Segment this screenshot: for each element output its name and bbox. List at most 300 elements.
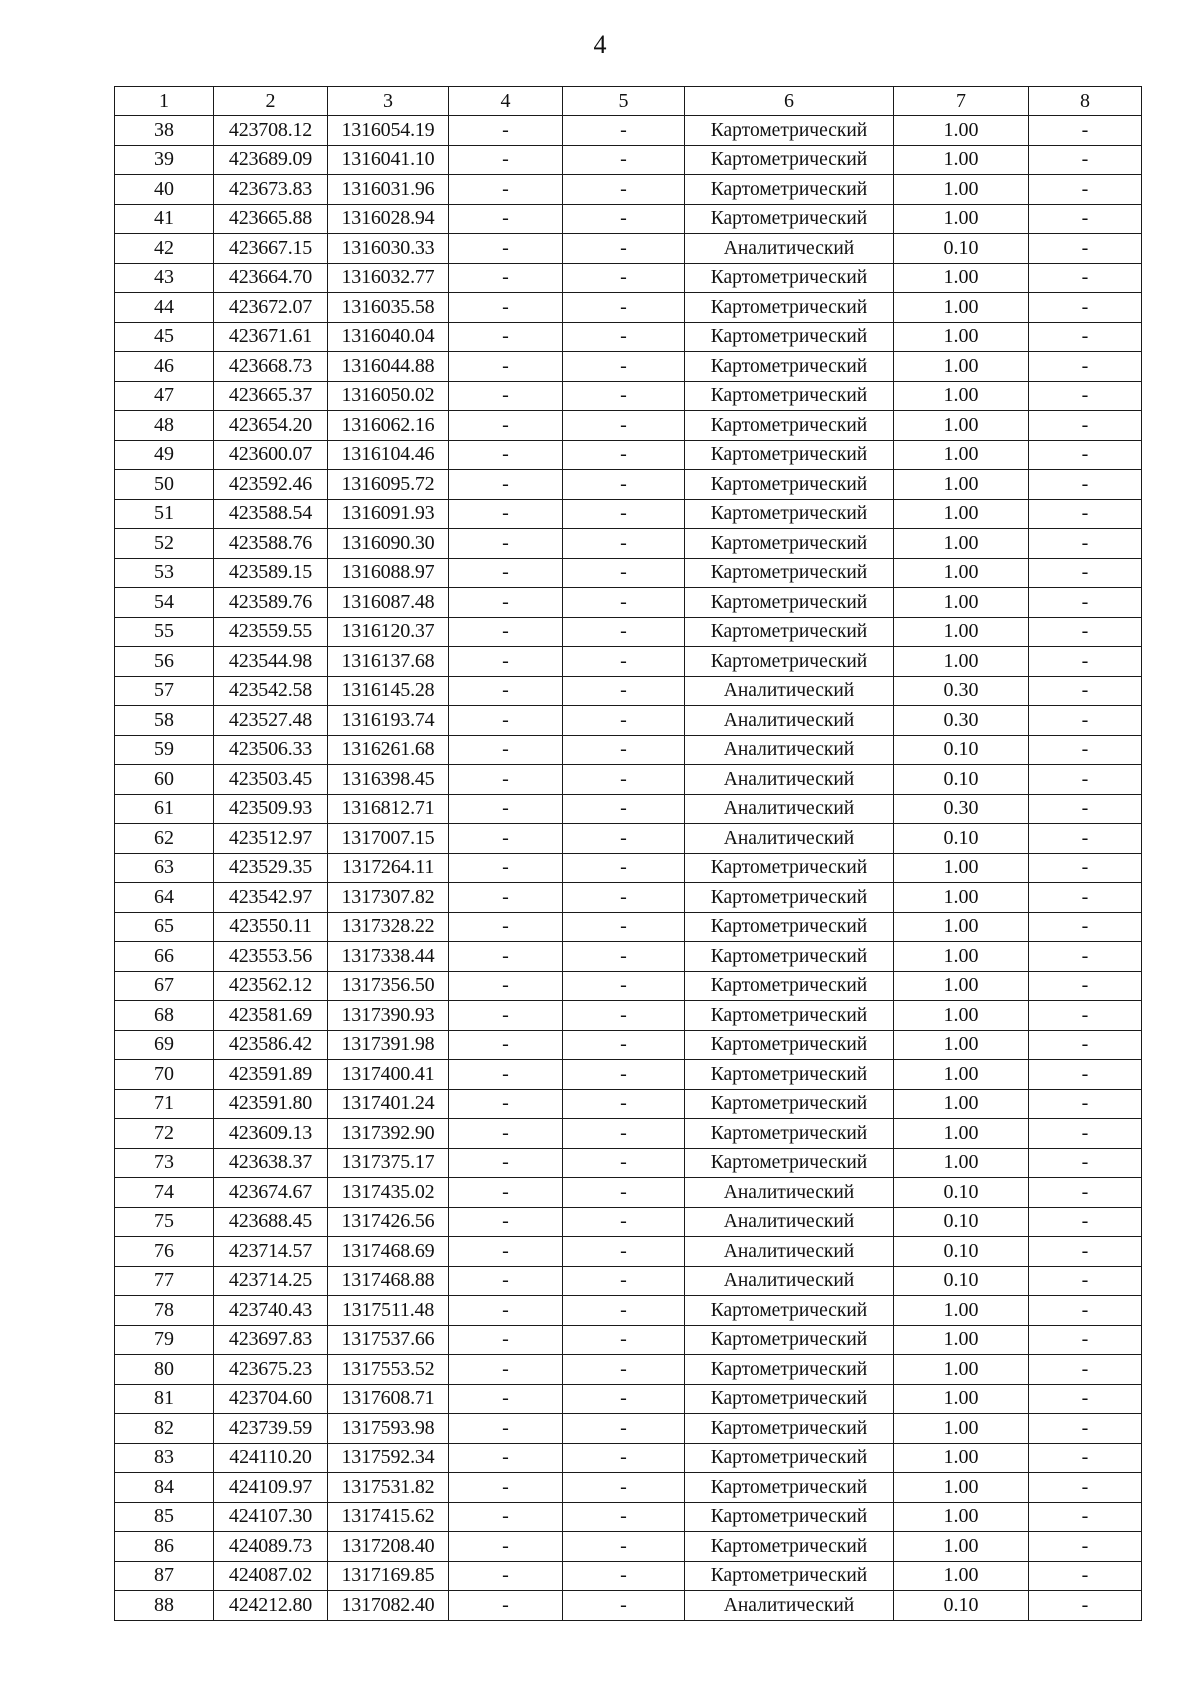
cell-coord-y: 1317608.71 [328, 1384, 449, 1414]
cell-coord-y: 1317328.22 [328, 912, 449, 942]
cell-method: Картометрический [685, 145, 894, 175]
cell-method: Картометрический [685, 204, 894, 234]
cell-coord-y: 1317468.88 [328, 1266, 449, 1296]
cell-coord-x: 423550.11 [214, 912, 328, 942]
cell-precision: 1.00 [894, 1089, 1029, 1119]
cell-col-5: - [563, 617, 685, 647]
table-row [115, 1532, 1142, 1562]
cell-method: Аналитический [685, 706, 894, 736]
cell-precision: 1.00 [894, 1296, 1029, 1326]
cell-precision: 1.00 [894, 411, 1029, 441]
table-row [115, 647, 1142, 677]
table-row [115, 352, 1142, 382]
cell-col-4: - [449, 381, 563, 411]
table-row [115, 883, 1142, 913]
cell-coord-x: 423591.89 [214, 1060, 328, 1090]
table-row [115, 1502, 1142, 1532]
cell-coord-x: 423588.76 [214, 529, 328, 559]
cell-col-4: - [449, 1561, 563, 1591]
cell-coord-x: 423664.70 [214, 263, 328, 293]
cell-coord-y: 1317468.69 [328, 1237, 449, 1267]
cell-method: Картометрический [685, 1296, 894, 1326]
cell-col-8: - [1029, 824, 1142, 854]
cell-point-number: 50 [115, 470, 214, 500]
cell-coord-y: 1317435.02 [328, 1178, 449, 1208]
cell-precision: 1.00 [894, 1001, 1029, 1031]
cell-point-number: 88 [115, 1591, 214, 1621]
cell-col-8: - [1029, 234, 1142, 264]
cell-precision: 0.30 [894, 706, 1029, 736]
cell-coord-y: 1317401.24 [328, 1089, 449, 1119]
cell-coord-x: 424087.02 [214, 1561, 328, 1591]
table-row [115, 1414, 1142, 1444]
column-header-7: 7 [894, 87, 1029, 116]
cell-method: Аналитический [685, 1178, 894, 1208]
cell-method: Картометрический [685, 558, 894, 588]
cell-method: Картометрический [685, 1561, 894, 1591]
cell-precision: 0.30 [894, 676, 1029, 706]
cell-col-8: - [1029, 204, 1142, 234]
cell-col-4: - [449, 234, 563, 264]
cell-col-5: - [563, 588, 685, 618]
cell-method: Картометрический [685, 440, 894, 470]
cell-col-4: - [449, 1237, 563, 1267]
cell-point-number: 49 [115, 440, 214, 470]
cell-point-number: 52 [115, 529, 214, 559]
column-header-8: 8 [1029, 87, 1142, 116]
cell-method: Картометрический [685, 411, 894, 441]
cell-method: Картометрический [685, 381, 894, 411]
cell-col-8: - [1029, 116, 1142, 146]
cell-col-5: - [563, 1591, 685, 1621]
cell-col-4: - [449, 116, 563, 146]
cell-point-number: 38 [115, 116, 214, 146]
cell-col-5: - [563, 1296, 685, 1326]
cell-coord-x: 423544.98 [214, 647, 328, 677]
cell-coord-y: 1317264.11 [328, 853, 449, 883]
cell-col-5: - [563, 647, 685, 677]
cell-col-8: - [1029, 1001, 1142, 1031]
cell-coord-x: 423542.58 [214, 676, 328, 706]
cell-coord-y: 1317392.90 [328, 1119, 449, 1149]
cell-method: Картометрический [685, 1001, 894, 1031]
cell-coord-x: 424107.30 [214, 1502, 328, 1532]
table-row [115, 322, 1142, 352]
cell-point-number: 79 [115, 1325, 214, 1355]
cell-coord-x: 423581.69 [214, 1001, 328, 1031]
table-row [115, 1443, 1142, 1473]
cell-point-number: 63 [115, 853, 214, 883]
cell-precision: 1.00 [894, 1325, 1029, 1355]
table-row [115, 1296, 1142, 1326]
cell-col-4: - [449, 706, 563, 736]
cell-precision: 1.00 [894, 204, 1029, 234]
cell-coord-x: 423506.33 [214, 735, 328, 765]
cell-col-5: - [563, 1443, 685, 1473]
cell-precision: 1.00 [894, 971, 1029, 1001]
table-row [115, 1561, 1142, 1591]
cell-point-number: 62 [115, 824, 214, 854]
column-header-5: 5 [563, 87, 685, 116]
cell-col-5: - [563, 794, 685, 824]
cell-col-8: - [1029, 588, 1142, 618]
cell-col-5: - [563, 381, 685, 411]
cell-method: Картометрический [685, 1325, 894, 1355]
table-row [115, 794, 1142, 824]
cell-col-5: - [563, 204, 685, 234]
cell-col-4: - [449, 853, 563, 883]
cell-method: Картометрический [685, 1119, 894, 1149]
cell-col-8: - [1029, 735, 1142, 765]
cell-method: Аналитический [685, 676, 894, 706]
cell-coord-x: 424212.80 [214, 1591, 328, 1621]
cell-col-8: - [1029, 529, 1142, 559]
cell-method: Картометрический [685, 1384, 894, 1414]
cell-precision: 1.00 [894, 1561, 1029, 1591]
table-row [115, 706, 1142, 736]
cell-col-4: - [449, 263, 563, 293]
table-row [115, 499, 1142, 529]
cell-coord-x: 423671.61 [214, 322, 328, 352]
cell-precision: 1.00 [894, 1030, 1029, 1060]
cell-method: Аналитический [685, 1266, 894, 1296]
cell-point-number: 48 [115, 411, 214, 441]
cell-method: Картометрический [685, 617, 894, 647]
cell-coord-x: 423559.55 [214, 617, 328, 647]
cell-precision: 0.30 [894, 794, 1029, 824]
cell-coord-x: 423674.67 [214, 1178, 328, 1208]
table-row [115, 1473, 1142, 1503]
cell-point-number: 51 [115, 499, 214, 529]
cell-point-number: 70 [115, 1060, 214, 1090]
cell-col-5: - [563, 1355, 685, 1385]
cell-precision: 1.00 [894, 912, 1029, 942]
cell-coord-x: 423688.45 [214, 1207, 328, 1237]
cell-col-8: - [1029, 440, 1142, 470]
cell-precision: 1.00 [894, 352, 1029, 382]
cell-point-number: 54 [115, 588, 214, 618]
cell-col-5: - [563, 116, 685, 146]
cell-col-4: - [449, 529, 563, 559]
cell-point-number: 45 [115, 322, 214, 352]
cell-col-5: - [563, 440, 685, 470]
cell-col-4: - [449, 1414, 563, 1444]
column-header-1: 1 [115, 87, 214, 116]
cell-col-8: - [1029, 1561, 1142, 1591]
cell-coord-y: 1316812.71 [328, 794, 449, 824]
cell-col-5: - [563, 558, 685, 588]
cell-method: Картометрический [685, 942, 894, 972]
cell-precision: 1.00 [894, 499, 1029, 529]
cell-col-8: - [1029, 411, 1142, 441]
cell-point-number: 83 [115, 1443, 214, 1473]
cell-col-4: - [449, 204, 563, 234]
cell-point-number: 64 [115, 883, 214, 913]
cell-point-number: 72 [115, 1119, 214, 1149]
cell-coord-y: 1316120.37 [328, 617, 449, 647]
cell-col-4: - [449, 676, 563, 706]
cell-point-number: 60 [115, 765, 214, 795]
cell-col-8: - [1029, 1296, 1142, 1326]
table-row [115, 558, 1142, 588]
cell-method: Картометрический [685, 116, 894, 146]
cell-coord-y: 1317400.41 [328, 1060, 449, 1090]
cell-coord-y: 1317511.48 [328, 1296, 449, 1326]
cell-coord-y: 1316137.68 [328, 647, 449, 677]
cell-col-4: - [449, 1473, 563, 1503]
cell-col-8: - [1029, 1532, 1142, 1562]
cell-point-number: 39 [115, 145, 214, 175]
cell-coord-x: 424109.97 [214, 1473, 328, 1503]
cell-coord-x: 423542.97 [214, 883, 328, 913]
cell-method: Аналитический [685, 765, 894, 795]
cell-col-4: - [449, 942, 563, 972]
cell-coord-y: 1317553.52 [328, 1355, 449, 1385]
cell-col-5: - [563, 352, 685, 382]
cell-coord-x: 423654.20 [214, 411, 328, 441]
cell-precision: 1.00 [894, 470, 1029, 500]
table-row [115, 971, 1142, 1001]
cell-precision: 1.00 [894, 1119, 1029, 1149]
cell-precision: 1.00 [894, 1502, 1029, 1532]
cell-method: Аналитический [685, 1207, 894, 1237]
column-header-2: 2 [214, 87, 328, 116]
cell-coord-x: 423667.15 [214, 234, 328, 264]
cell-coord-x: 423512.97 [214, 824, 328, 854]
table-row [115, 529, 1142, 559]
cell-precision: 1.00 [894, 853, 1029, 883]
cell-coord-y: 1316087.48 [328, 588, 449, 618]
cell-coord-y: 1316031.96 [328, 175, 449, 205]
table-row [115, 942, 1142, 972]
cell-point-number: 61 [115, 794, 214, 824]
cell-col-5: - [563, 234, 685, 264]
table-row [115, 1119, 1142, 1149]
cell-coord-x: 423589.76 [214, 588, 328, 618]
cell-point-number: 77 [115, 1266, 214, 1296]
cell-precision: 1.00 [894, 647, 1029, 677]
cell-col-8: - [1029, 912, 1142, 942]
cell-col-5: - [563, 499, 685, 529]
cell-point-number: 58 [115, 706, 214, 736]
cell-method: Картометрический [685, 1443, 894, 1473]
cell-method: Аналитический [685, 794, 894, 824]
cell-method: Картометрический [685, 470, 894, 500]
cell-coord-y: 1316104.46 [328, 440, 449, 470]
table-row [115, 1148, 1142, 1178]
cell-col-4: - [449, 1060, 563, 1090]
cell-col-5: - [563, 1384, 685, 1414]
cell-point-number: 57 [115, 676, 214, 706]
table-row [115, 676, 1142, 706]
cell-point-number: 81 [115, 1384, 214, 1414]
table-row [115, 1325, 1142, 1355]
cell-precision: 1.00 [894, 263, 1029, 293]
cell-col-4: - [449, 765, 563, 795]
cell-coord-x: 423609.13 [214, 1119, 328, 1149]
cell-col-8: - [1029, 1207, 1142, 1237]
cell-precision: 0.10 [894, 1178, 1029, 1208]
cell-col-4: - [449, 558, 563, 588]
cell-point-number: 71 [115, 1089, 214, 1119]
table-row [115, 1207, 1142, 1237]
cell-coord-y: 1317082.40 [328, 1591, 449, 1621]
cell-coord-y: 1316062.16 [328, 411, 449, 441]
cell-coord-y: 1317592.34 [328, 1443, 449, 1473]
cell-col-4: - [449, 1030, 563, 1060]
cell-col-5: - [563, 942, 685, 972]
cell-method: Аналитический [685, 1237, 894, 1267]
cell-method: Картометрический [685, 322, 894, 352]
table-row [115, 588, 1142, 618]
cell-coord-y: 1316054.19 [328, 116, 449, 146]
cell-coord-x: 423503.45 [214, 765, 328, 795]
cell-precision: 1.00 [894, 440, 1029, 470]
cell-col-4: - [449, 440, 563, 470]
cell-coord-y: 1317338.44 [328, 942, 449, 972]
cell-coord-y: 1317391.98 [328, 1030, 449, 1060]
cell-coord-x: 423562.12 [214, 971, 328, 1001]
cell-col-5: - [563, 706, 685, 736]
cell-coord-x: 423665.37 [214, 381, 328, 411]
cell-coord-y: 1317426.56 [328, 1207, 449, 1237]
cell-col-8: - [1029, 175, 1142, 205]
cell-coord-y: 1317593.98 [328, 1414, 449, 1444]
cell-coord-y: 1317531.82 [328, 1473, 449, 1503]
cell-point-number: 84 [115, 1473, 214, 1503]
cell-method: Картометрический [685, 971, 894, 1001]
cell-method: Картометрический [685, 1355, 894, 1385]
cell-point-number: 66 [115, 942, 214, 972]
cell-col-4: - [449, 1119, 563, 1149]
cell-col-4: - [449, 912, 563, 942]
cell-coord-y: 1316145.28 [328, 676, 449, 706]
cell-col-4: - [449, 1207, 563, 1237]
cell-precision: 0.10 [894, 234, 1029, 264]
cell-col-4: - [449, 1502, 563, 1532]
cell-method: Картометрический [685, 1473, 894, 1503]
cell-method: Картометрический [685, 647, 894, 677]
cell-col-5: - [563, 1060, 685, 1090]
cell-coord-y: 1316044.88 [328, 352, 449, 382]
cell-point-number: 75 [115, 1207, 214, 1237]
cell-coord-x: 423673.83 [214, 175, 328, 205]
cell-coord-x: 423589.15 [214, 558, 328, 588]
cell-point-number: 74 [115, 1178, 214, 1208]
cell-method: Аналитический [685, 824, 894, 854]
table-row [115, 912, 1142, 942]
cell-col-4: - [449, 883, 563, 913]
cell-col-5: - [563, 1001, 685, 1031]
cell-method: Картометрический [685, 883, 894, 913]
cell-precision: 1.00 [894, 1060, 1029, 1090]
cell-col-5: - [563, 1473, 685, 1503]
cell-coord-x: 423714.57 [214, 1237, 328, 1267]
cell-coord-x: 423600.07 [214, 440, 328, 470]
cell-coord-y: 1317390.93 [328, 1001, 449, 1031]
table-row [115, 1030, 1142, 1060]
cell-col-5: - [563, 293, 685, 323]
cell-point-number: 46 [115, 352, 214, 382]
cell-col-4: - [449, 322, 563, 352]
column-header-4: 4 [449, 87, 563, 116]
cell-coord-y: 1316090.30 [328, 529, 449, 559]
cell-precision: 1.00 [894, 588, 1029, 618]
table-row [115, 263, 1142, 293]
cell-col-4: - [449, 1443, 563, 1473]
cell-coord-y: 1316095.72 [328, 470, 449, 500]
cell-col-4: - [449, 1591, 563, 1621]
table-row [115, 1001, 1142, 1031]
cell-col-5: - [563, 263, 685, 293]
cell-col-4: - [449, 1325, 563, 1355]
cell-coord-x: 423592.46 [214, 470, 328, 500]
cell-coord-y: 1316028.94 [328, 204, 449, 234]
cell-col-8: - [1029, 1384, 1142, 1414]
cell-col-5: - [563, 853, 685, 883]
cell-precision: 1.00 [894, 175, 1029, 205]
cell-col-8: - [1029, 1178, 1142, 1208]
cell-col-5: - [563, 1178, 685, 1208]
cell-coord-x: 423708.12 [214, 116, 328, 146]
cell-precision: 1.00 [894, 145, 1029, 175]
cell-coord-y: 1317169.85 [328, 1561, 449, 1591]
cell-point-number: 78 [115, 1296, 214, 1326]
cell-col-5: - [563, 883, 685, 913]
cell-method: Аналитический [685, 1591, 894, 1621]
cell-coord-y: 1316088.97 [328, 558, 449, 588]
cell-method: Картометрический [685, 853, 894, 883]
cell-coord-y: 1316398.45 [328, 765, 449, 795]
table-row [115, 824, 1142, 854]
cell-precision: 1.00 [894, 1355, 1029, 1385]
cell-point-number: 42 [115, 234, 214, 264]
cell-precision: 1.00 [894, 293, 1029, 323]
table-row [115, 1591, 1142, 1621]
cell-col-8: - [1029, 263, 1142, 293]
cell-col-5: - [563, 1237, 685, 1267]
cell-coord-x: 423668.73 [214, 352, 328, 382]
coordinates-table [114, 86, 1142, 1621]
cell-coord-x: 424089.73 [214, 1532, 328, 1562]
table-row [115, 440, 1142, 470]
cell-col-4: - [449, 617, 563, 647]
cell-coord-x: 423740.43 [214, 1296, 328, 1326]
table-row [115, 1384, 1142, 1414]
cell-col-4: - [449, 352, 563, 382]
cell-col-8: - [1029, 1237, 1142, 1267]
cell-col-4: - [449, 411, 563, 441]
cell-point-number: 80 [115, 1355, 214, 1385]
cell-col-4: - [449, 145, 563, 175]
cell-precision: 1.00 [894, 617, 1029, 647]
cell-coord-x: 423588.54 [214, 499, 328, 529]
cell-coord-x: 423591.80 [214, 1089, 328, 1119]
cell-col-8: - [1029, 1060, 1142, 1090]
cell-coord-x: 423704.60 [214, 1384, 328, 1414]
cell-col-5: - [563, 145, 685, 175]
cell-coord-x: 423672.07 [214, 293, 328, 323]
cell-col-5: - [563, 1207, 685, 1237]
cell-col-8: - [1029, 322, 1142, 352]
table-row [115, 116, 1142, 146]
table-row [115, 381, 1142, 411]
table-row [115, 617, 1142, 647]
cell-coord-x: 423665.88 [214, 204, 328, 234]
cell-col-4: - [449, 647, 563, 677]
cell-col-4: - [449, 971, 563, 1001]
cell-method: Картометрический [685, 175, 894, 205]
